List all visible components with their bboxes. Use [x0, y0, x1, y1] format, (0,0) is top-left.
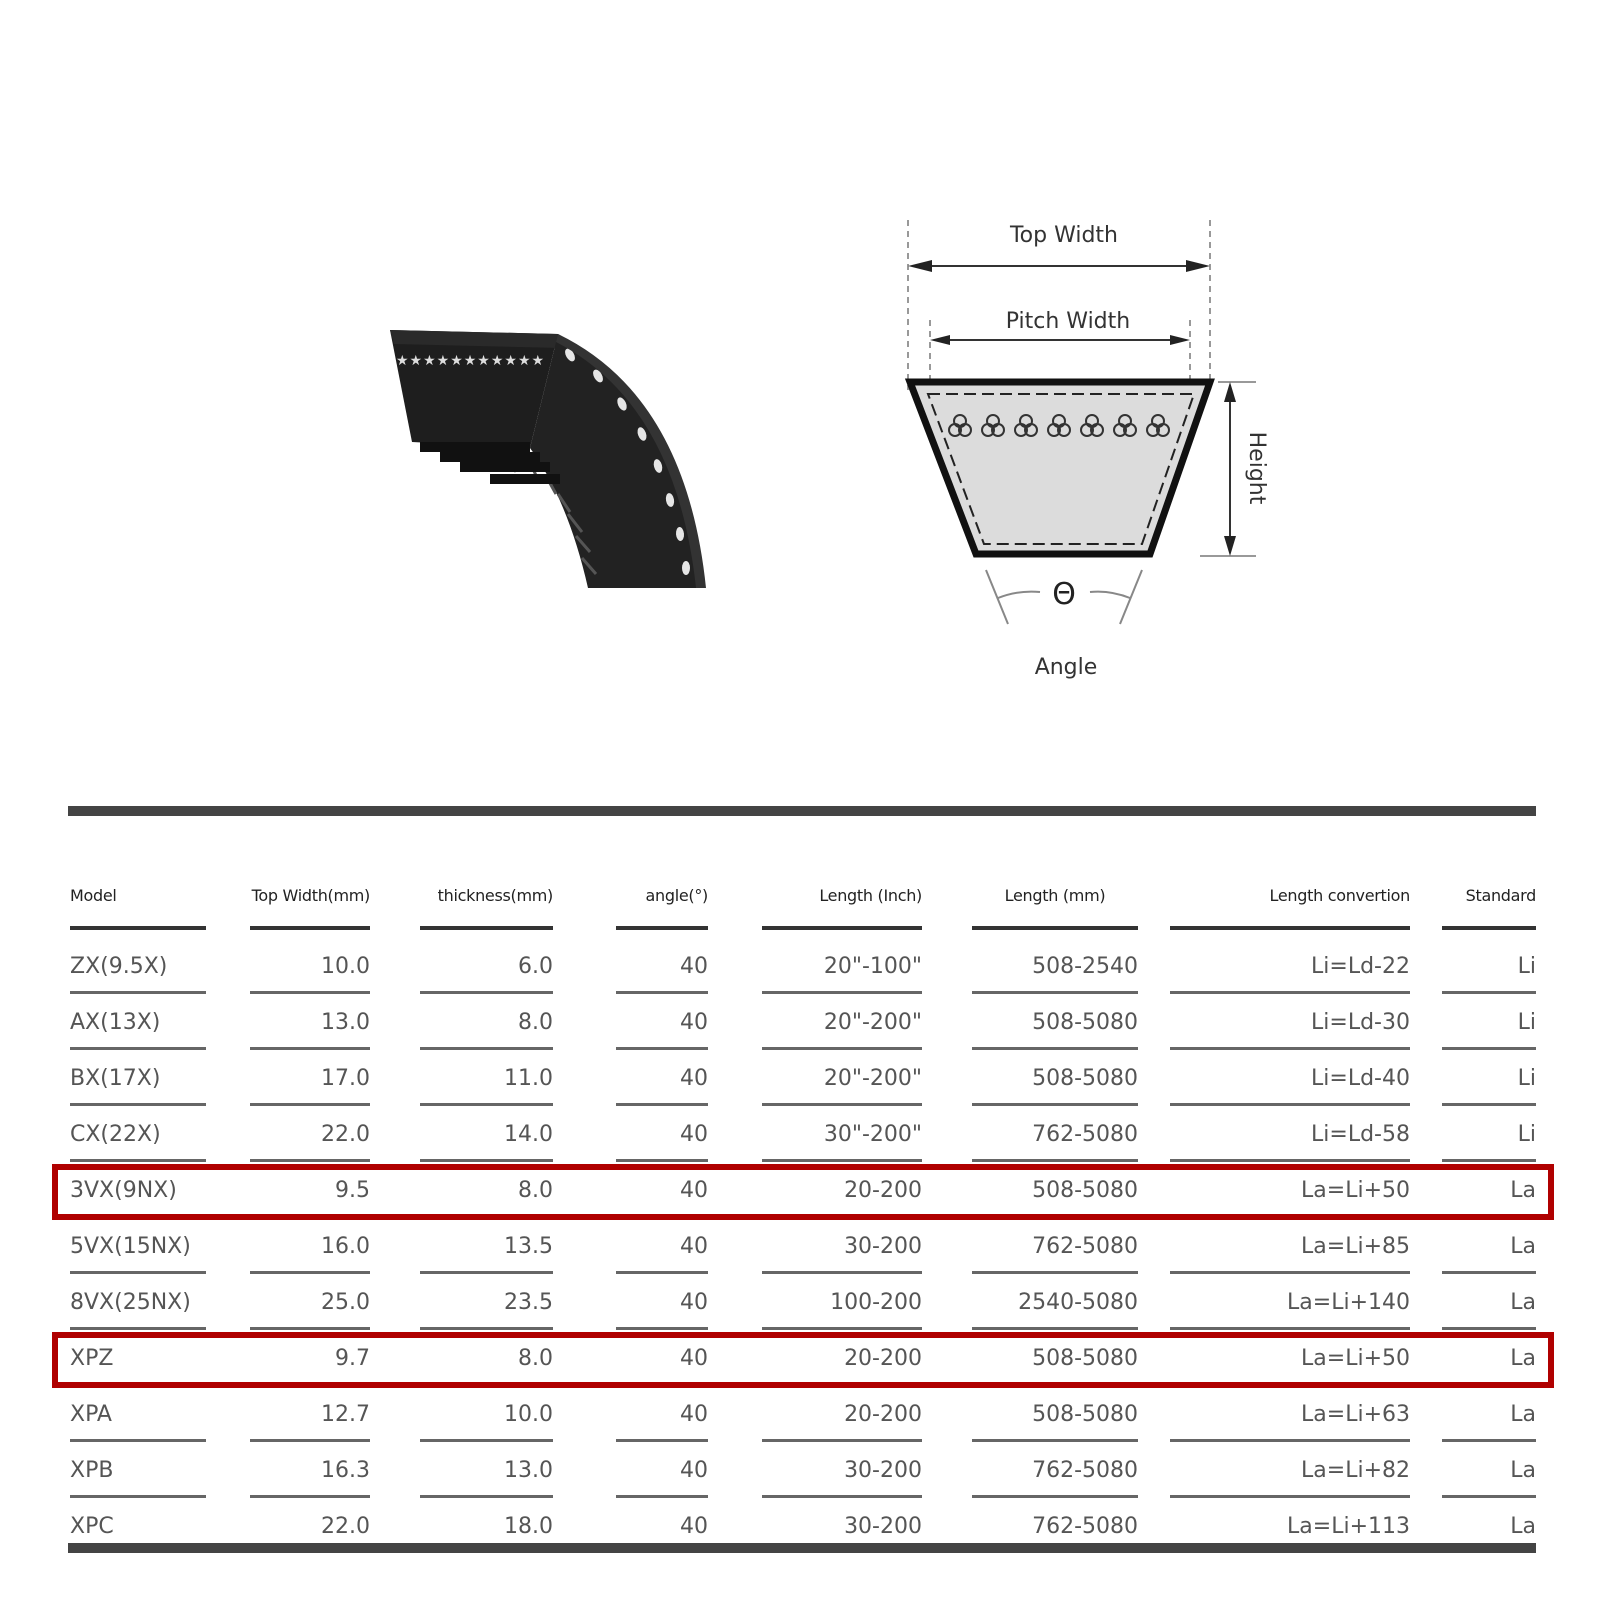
table-cell-value: 23.5: [504, 1290, 553, 1315]
table-cell-value: Li=Ld-40: [1311, 1066, 1410, 1091]
table-cell-value: 13.5: [504, 1234, 553, 1259]
table-cell: [420, 1444, 553, 1500]
cell-rule: [762, 1271, 922, 1274]
table-header-row: [0, 870, 1600, 930]
row-highlight-box: [52, 1332, 1554, 1388]
column-header-label: Standard: [1465, 886, 1536, 905]
table-cell: [250, 1388, 370, 1444]
cell-rule: [1170, 1439, 1410, 1442]
table-cell: [1442, 940, 1536, 996]
table-cell: [70, 1276, 206, 1332]
table-cell: [972, 1220, 1138, 1276]
table-cell-value: 30"-200": [823, 1122, 922, 1147]
table-cell: [1170, 1444, 1410, 1500]
table-cell: [250, 996, 370, 1052]
table-cell-value: 16.3: [321, 1458, 370, 1483]
table-cell: [616, 1108, 708, 1164]
table-cell-value: 508-5080: [1032, 1402, 1138, 1427]
table-bottom-rule: [68, 1543, 1536, 1553]
cell-rule: [420, 1327, 553, 1330]
pitch-width-label: Pitch Width: [1005, 309, 1131, 334]
column-header: [1170, 870, 1410, 930]
table-cell-value: 12.7: [321, 1402, 370, 1427]
column-header-label: Length convertion: [1269, 886, 1410, 905]
table-cell: [972, 996, 1138, 1052]
table-cell: [1442, 1220, 1536, 1276]
table-cell-value: 30-200: [844, 1458, 922, 1483]
table-row: [0, 940, 1600, 996]
cell-rule: [1170, 1271, 1410, 1274]
column-header-rule: [616, 926, 708, 930]
cell-rule: [972, 991, 1138, 994]
table-cell: [616, 1444, 708, 1500]
cell-rule: [616, 1047, 708, 1050]
table-cell-value: 508-5080: [1032, 1066, 1138, 1091]
column-header: [70, 870, 206, 930]
table-cell: [1170, 1276, 1410, 1332]
table-cell: [1442, 996, 1536, 1052]
angle-symbol: Θ: [1052, 577, 1076, 612]
cell-rule: [70, 1495, 206, 1498]
table-cell-value: 2540-5080: [1018, 1290, 1138, 1315]
table-cell-value: 10.0: [321, 954, 370, 979]
table-cell: [762, 1444, 922, 1500]
table-cell: [762, 940, 922, 996]
table-cell-value: 40: [680, 1458, 708, 1483]
table-cell-value: 762-5080: [1032, 1122, 1138, 1147]
table-cell-value: 25.0: [321, 1290, 370, 1315]
table-cell-value: La=Li+50: [1301, 1178, 1410, 1203]
table-cell-value: 762-5080: [1032, 1458, 1138, 1483]
table-cell: [420, 1052, 553, 1108]
table-cell-value: La: [1510, 1402, 1536, 1427]
column-header: [762, 870, 922, 930]
table-cell-value: La=Li+140: [1287, 1290, 1410, 1315]
table-cell-value: Li=Ld-22: [1311, 954, 1410, 979]
cell-rule: [762, 1327, 922, 1330]
table-cell: [762, 1108, 922, 1164]
table-cell-value: 8.0: [518, 1010, 553, 1035]
table-cell-value: 100-200: [830, 1290, 922, 1315]
table-cell-value: 40: [680, 1178, 708, 1203]
table-cell-value: ZX(9.5X): [70, 954, 168, 979]
table-row: [0, 1276, 1600, 1332]
table-cell-value: Li=Ld-30: [1311, 1010, 1410, 1035]
table-cell-value: 40: [680, 1122, 708, 1147]
cell-rule: [1170, 1495, 1410, 1498]
cell-rule: [420, 1159, 553, 1162]
table-cell-value: 13.0: [321, 1010, 370, 1035]
cell-rule: [1442, 1047, 1536, 1050]
table-cell-value: 11.0: [504, 1066, 553, 1091]
table-cell-value: 20-200: [844, 1346, 922, 1371]
table-row: [0, 1444, 1600, 1500]
table-row: [0, 1388, 1600, 1444]
cell-rule: [1170, 1327, 1410, 1330]
table-cell: [972, 1444, 1138, 1500]
table-cell-value: 22.0: [321, 1514, 370, 1539]
cell-rule: [250, 1159, 370, 1162]
table-cell: [1170, 996, 1410, 1052]
table-cell-value: BX(17X): [70, 1066, 161, 1091]
table-cell-value: La: [1510, 1514, 1536, 1539]
table-cell: [420, 996, 553, 1052]
table-row: [0, 996, 1600, 1052]
cell-rule: [616, 1159, 708, 1162]
table-cell-value: 16.0: [321, 1234, 370, 1259]
cell-rule: [1170, 991, 1410, 994]
table-cell-value: 20"-100": [823, 954, 922, 979]
table-cell-value: XPC: [70, 1514, 114, 1539]
table-cell: [1442, 1444, 1536, 1500]
cell-rule: [1442, 1103, 1536, 1106]
table-cell: [972, 1388, 1138, 1444]
table-cell-value: 30-200: [844, 1234, 922, 1259]
table-cell: [420, 1388, 553, 1444]
column-header-label: Length (mm): [1004, 886, 1106, 905]
table-cell: [762, 1276, 922, 1332]
table-cell: [70, 1444, 206, 1500]
column-header-rule: [420, 926, 553, 930]
table-cell: [250, 1052, 370, 1108]
cell-rule: [762, 1103, 922, 1106]
table-cell: [250, 940, 370, 996]
table-cell: [70, 940, 206, 996]
table-cell-value: 762-5080: [1032, 1234, 1138, 1259]
svg-text:★★★★★★★★★★★: ★★★★★★★★★★★: [396, 353, 546, 369]
cell-rule: [250, 1047, 370, 1050]
cell-rule: [250, 1271, 370, 1274]
table-cell: [1170, 1220, 1410, 1276]
cell-rule: [1170, 1159, 1410, 1162]
table-cell-value: Li=Ld-58: [1311, 1122, 1410, 1147]
table-row: [0, 1108, 1600, 1164]
table-cell: [616, 996, 708, 1052]
table-cell-value: 20"-200": [823, 1066, 922, 1091]
cell-rule: [1170, 1103, 1410, 1106]
height-label: Height: [1244, 431, 1269, 505]
cell-rule: [250, 1495, 370, 1498]
cell-rule: [1442, 991, 1536, 994]
table-cell-value: La: [1510, 1178, 1536, 1203]
cell-rule: [250, 1439, 370, 1442]
table-cell-value: Li: [1517, 1066, 1536, 1091]
column-header-rule: [1170, 926, 1410, 930]
cell-rule: [762, 1439, 922, 1442]
cell-rule: [1442, 1495, 1536, 1498]
table-cell-value: 10.0: [504, 1402, 553, 1427]
cell-rule: [616, 1495, 708, 1498]
table-cell-value: 40: [680, 1514, 708, 1539]
table-cell: [972, 1108, 1138, 1164]
table-cell-value: La=Li+113: [1287, 1514, 1410, 1539]
cell-rule: [420, 1271, 553, 1274]
table-cell-value: 40: [680, 1066, 708, 1091]
table-cell-value: La=Li+82: [1301, 1458, 1410, 1483]
cell-rule: [70, 1271, 206, 1274]
table-cell: [972, 940, 1138, 996]
table-cell-value: 762-5080: [1032, 1514, 1138, 1539]
table-cell-value: 18.0: [504, 1514, 553, 1539]
table-cell-value: 508-5080: [1032, 1010, 1138, 1035]
table-cell-value: 508-5080: [1032, 1178, 1138, 1203]
column-header: [1442, 870, 1536, 930]
cell-rule: [420, 991, 553, 994]
table-cell: [762, 1388, 922, 1444]
cell-rule: [420, 1439, 553, 1442]
column-header-label: Top Width(mm): [251, 886, 370, 905]
cell-rule: [762, 1047, 922, 1050]
table-cell-value: XPB: [70, 1458, 114, 1483]
column-header-rule: [70, 926, 206, 930]
top-width-label: Top Width: [1009, 223, 1119, 248]
table-cell-value: XPZ: [70, 1346, 114, 1371]
table-row: [0, 1052, 1600, 1108]
column-header-label: angle(°): [645, 886, 708, 905]
table-cell: [250, 1108, 370, 1164]
cell-rule: [972, 1103, 1138, 1106]
cell-rule: [972, 1327, 1138, 1330]
cell-rule: [70, 1047, 206, 1050]
cell-rule: [616, 1271, 708, 1274]
column-header-label: Length (Inch): [819, 886, 922, 905]
table-row: [0, 1220, 1600, 1276]
table-cell-value: La=Li+50: [1301, 1346, 1410, 1371]
cell-rule: [972, 1159, 1138, 1162]
cell-rule: [70, 1159, 206, 1162]
table-cell-value: 40: [680, 1010, 708, 1035]
table-cell-value: 20"-200": [823, 1010, 922, 1035]
table-cell: [1442, 1108, 1536, 1164]
table-cell: [1170, 940, 1410, 996]
table-cell-value: La: [1510, 1234, 1536, 1259]
table-cell: [1170, 1108, 1410, 1164]
column-header: [972, 870, 1138, 930]
cell-rule: [972, 1495, 1138, 1498]
table-cell: [250, 1444, 370, 1500]
table-cell: [616, 1052, 708, 1108]
column-header: [250, 870, 370, 930]
table-cell: [616, 940, 708, 996]
table-cell-value: La=Li+85: [1301, 1234, 1410, 1259]
table-cell: [1442, 1276, 1536, 1332]
cell-rule: [762, 1495, 922, 1498]
table-cell-value: Li: [1517, 1010, 1536, 1035]
column-header-rule: [762, 926, 922, 930]
table-cell: [70, 1220, 206, 1276]
table-cell: [762, 996, 922, 1052]
column-header-rule: [972, 926, 1138, 930]
table-cell: [70, 1388, 206, 1444]
cell-rule: [250, 991, 370, 994]
table-cell-value: AX(13X): [70, 1010, 161, 1035]
cell-rule: [616, 1327, 708, 1330]
cell-rule: [420, 1047, 553, 1050]
table-cell: [1442, 1388, 1536, 1444]
table-cell-value: La: [1510, 1458, 1536, 1483]
table-cell-value: 6.0: [518, 954, 553, 979]
cell-rule: [250, 1327, 370, 1330]
table-cell-value: Li: [1517, 954, 1536, 979]
table-top-rule: [68, 806, 1536, 816]
cell-rule: [1442, 1327, 1536, 1330]
table-cell-value: 20-200: [844, 1178, 922, 1203]
cell-rule: [250, 1103, 370, 1106]
cell-rule: [420, 1103, 553, 1106]
table-cell-value: 40: [680, 1290, 708, 1315]
table-cell: [616, 1220, 708, 1276]
cell-rule: [70, 1327, 206, 1330]
column-header-rule: [1442, 926, 1536, 930]
table-cell: [250, 1276, 370, 1332]
table-cell-value: 8.0: [518, 1178, 553, 1203]
table-cell: [250, 1220, 370, 1276]
cell-rule: [762, 991, 922, 994]
table-cell-value: 30-200: [844, 1514, 922, 1539]
column-header-label: Model: [70, 886, 117, 905]
table-cell-value: La: [1510, 1346, 1536, 1371]
table-cell-value: 9.7: [335, 1346, 370, 1371]
table-cell-value: 508-2540: [1032, 954, 1138, 979]
table-cell-value: 13.0: [504, 1458, 553, 1483]
table-cell-value: 14.0: [504, 1122, 553, 1147]
table-cell-value: 8.0: [518, 1346, 553, 1371]
table-cell: [70, 1052, 206, 1108]
column-header: [616, 870, 708, 930]
angle-label: Angle: [1034, 655, 1098, 680]
table-cell: [420, 1108, 553, 1164]
cell-rule: [616, 1439, 708, 1442]
cell-rule: [1442, 1271, 1536, 1274]
column-header-label: thickness(mm): [437, 886, 553, 905]
table-cell: [616, 1388, 708, 1444]
table-cell-value: 8VX(25NX): [70, 1290, 191, 1315]
table-cell-value: La=Li+63: [1301, 1402, 1410, 1427]
table-cell-value: Li: [1517, 1122, 1536, 1147]
cell-rule: [762, 1159, 922, 1162]
table-cell-value: 3VX(9NX): [70, 1178, 177, 1203]
belt-illustration: [390, 330, 720, 610]
cell-rule: [616, 1103, 708, 1106]
table-cell-value: 9.5: [335, 1178, 370, 1203]
cell-rule: [420, 1495, 553, 1498]
cell-rule: [616, 991, 708, 994]
cell-rule: [1442, 1439, 1536, 1442]
cell-rule: [70, 1103, 206, 1106]
column-header: [420, 870, 553, 930]
column-header-rule: [250, 926, 370, 930]
table-cell-value: 40: [680, 1234, 708, 1259]
table-cell-value: 17.0: [321, 1066, 370, 1091]
table-cell: [1170, 1052, 1410, 1108]
row-highlight-box: [52, 1164, 1554, 1220]
table-cell-value: 5VX(15NX): [70, 1234, 191, 1259]
table-cell-value: 40: [680, 954, 708, 979]
table-cell: [972, 1276, 1138, 1332]
cell-rule: [1170, 1047, 1410, 1050]
table-cell-value: 20-200: [844, 1402, 922, 1427]
table-cell: [762, 1220, 922, 1276]
table-cell-value: 22.0: [321, 1122, 370, 1147]
cell-rule: [1442, 1159, 1536, 1162]
table-cell: [762, 1052, 922, 1108]
table-cell-value: XPA: [70, 1402, 112, 1427]
table-cell: [420, 940, 553, 996]
table-cell: [70, 1108, 206, 1164]
table-cell-value: CX(22X): [70, 1122, 161, 1147]
table-cell-value: 40: [680, 1402, 708, 1427]
table-cell: [70, 996, 206, 1052]
table-cell-value: 508-5080: [1032, 1346, 1138, 1371]
cell-rule: [70, 1439, 206, 1442]
cell-rule: [972, 1439, 1138, 1442]
table-cell-value: 40: [680, 1346, 708, 1371]
table-cell: [1442, 1052, 1536, 1108]
cell-rule: [70, 991, 206, 994]
table-cell: [972, 1052, 1138, 1108]
table-cell: [420, 1220, 553, 1276]
table-cell: [616, 1276, 708, 1332]
table-cell-value: La: [1510, 1290, 1536, 1315]
table-cell: [420, 1276, 553, 1332]
cross-section-diagram: [900, 220, 1300, 700]
cell-rule: [972, 1271, 1138, 1274]
table-cell: [1170, 1388, 1410, 1444]
cell-rule: [972, 1047, 1138, 1050]
